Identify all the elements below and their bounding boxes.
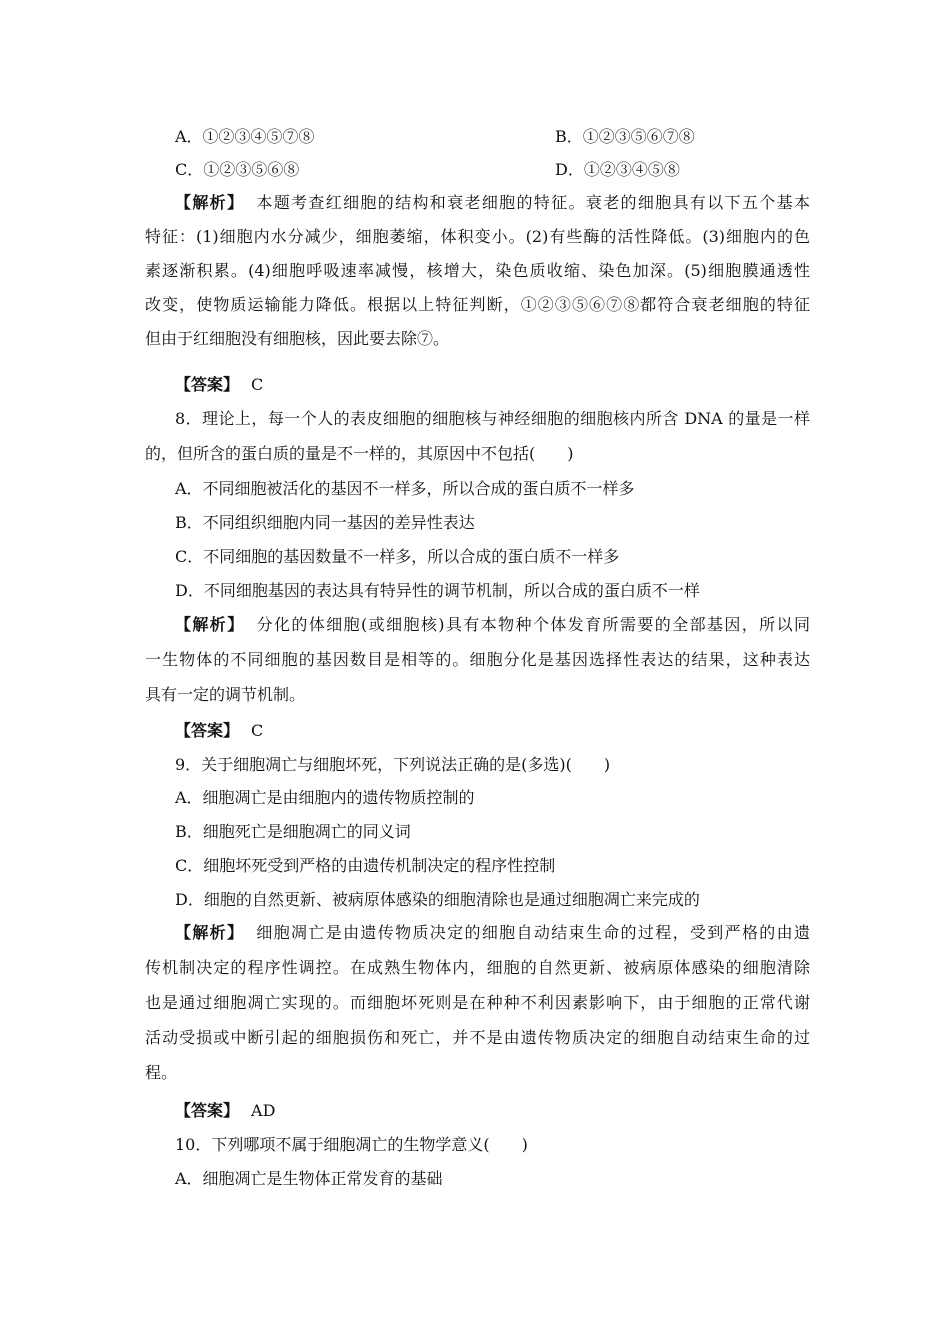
q7-answer <box>175 368 810 402</box>
q9-analysis-line: 活动受损或中断引起的细胞损伤和死亡，并不是由遗传物质决定的细胞自动结束生命的过 <box>145 1028 810 1047</box>
q10-stem: 10．下列哪项不属于细胞凋亡的生物学意义( ) <box>175 1135 528 1154</box>
q9-option-a: A．细胞凋亡是由细胞内的遗传物质控制的 <box>175 788 475 807</box>
q9-option-d: D．细胞的自然更新、被病原体感染的细胞清除也是通过细胞凋亡来完成的 <box>175 890 700 909</box>
q7-analysis-line: 特征：(1)细胞内水分减少，细胞萎缩，体积变小。(2)有些酶的活性降低。(3)细胞内的色 <box>145 227 810 246</box>
q10-option-a: A．细胞凋亡是生物体正常发育的基础 <box>175 1169 443 1188</box>
q8-analysis-line: 具有一定的调节机制。 <box>145 685 306 704</box>
q7-option-b: B．①②③⑤⑥⑦⑧ <box>555 127 695 146</box>
answer-value: AD <box>251 1101 276 1120</box>
q7-analysis-line: 【解析】 本题考查红细胞的结构和衰老细胞的特征。衰老的细胞具有以下五个基本 <box>175 193 810 212</box>
q8-option-a: A．不同细胞被活化的基因不一样多，所以合成的蛋白质不一样多 <box>175 479 635 498</box>
q9-option-c: C．细胞坏死受到严格的由遗传机制决定的程序性控制 <box>175 856 556 875</box>
answer-value: C <box>251 721 264 740</box>
q9-answer <box>175 1094 810 1128</box>
analysis-tag: 【解析】 <box>175 193 245 212</box>
q8-answer <box>175 714 810 748</box>
q7-analysis-line: 素逐渐积累。(4)细胞呼吸速率减慢，核增大，染色质收缩、染色加深。(5)细胞膜通透性 <box>145 261 810 280</box>
answer-value: C <box>251 375 264 394</box>
q8-analysis-line: 一生物体的不同细胞的基因数目是相等的。细胞分化是基因选择性表达的结果，这种表达 <box>145 650 810 669</box>
q9-analysis-line: 传机制决定的程序性调控。在成熟生物体内，细胞的自然更新、被病原体感染的细胞清除 <box>145 958 810 977</box>
analysis-tag: 【解析】 <box>175 615 245 634</box>
q7-options-row-2 <box>175 153 810 187</box>
answer-tag: 【答案】 <box>175 1101 240 1120</box>
q9-analysis-line: 程。 <box>145 1063 178 1082</box>
q7-options-row-1 <box>175 120 810 154</box>
answer-tag: 【答案】 <box>175 721 240 740</box>
q7-option-d: D．①②③④⑤⑧ <box>555 160 680 179</box>
q9-stem: 9．关于细胞凋亡与细胞坏死，下列说法正确的是(多选)( ) <box>175 755 611 774</box>
q7-analysis-line: 但由于红细胞没有细胞核，因此要去除⑦。 <box>145 329 450 348</box>
q8-stem: 8．理论上，每一个人的表皮细胞的细胞核与神经细胞的细胞核内所含 DNA 的量是一样 <box>175 409 810 428</box>
q8-option-d: D．不同细胞基因的表达具有特异性的调节机制，所以合成的蛋白质不一样 <box>175 581 700 600</box>
q8-analysis-line: 【解析】 分化的体细胞(或细胞核)具有本物种个体发育所需要的全部基因，所以同 <box>175 615 810 634</box>
q8-option-b: B．不同组织细胞内同一基因的差异性表达 <box>175 513 475 532</box>
q9-option-b: B．细胞死亡是细胞凋亡的同义词 <box>175 822 411 841</box>
analysis-tag: 【解析】 <box>175 923 245 942</box>
q8-stem: 的，但所含的蛋白质的量是不一样的，其原因中不包括( ) <box>145 444 574 463</box>
q9-analysis-line: 也是通过细胞凋亡实现的。而细胞坏死则是在种种不利因素影响下，由于细胞的正常代谢 <box>145 993 810 1012</box>
q8-option-c: C．不同细胞的基因数量不一样多，所以合成的蛋白质不一样多 <box>175 547 620 566</box>
q7-option-c: C．①②③⑤⑥⑧ <box>175 160 300 179</box>
q7-option-a: A．①②③④⑤⑦⑧ <box>175 127 315 146</box>
q7-analysis-line: 改变，使物质运输能力降低。根据以上特征判断，①②③⑤⑥⑦⑧都符合衰老细胞的特征 <box>145 295 810 314</box>
answer-tag: 【答案】 <box>175 375 240 394</box>
q9-analysis-line: 【解析】 细胞凋亡是由遗传物质决定的细胞自动结束生命的过程，受到严格的由遗 <box>175 923 810 942</box>
